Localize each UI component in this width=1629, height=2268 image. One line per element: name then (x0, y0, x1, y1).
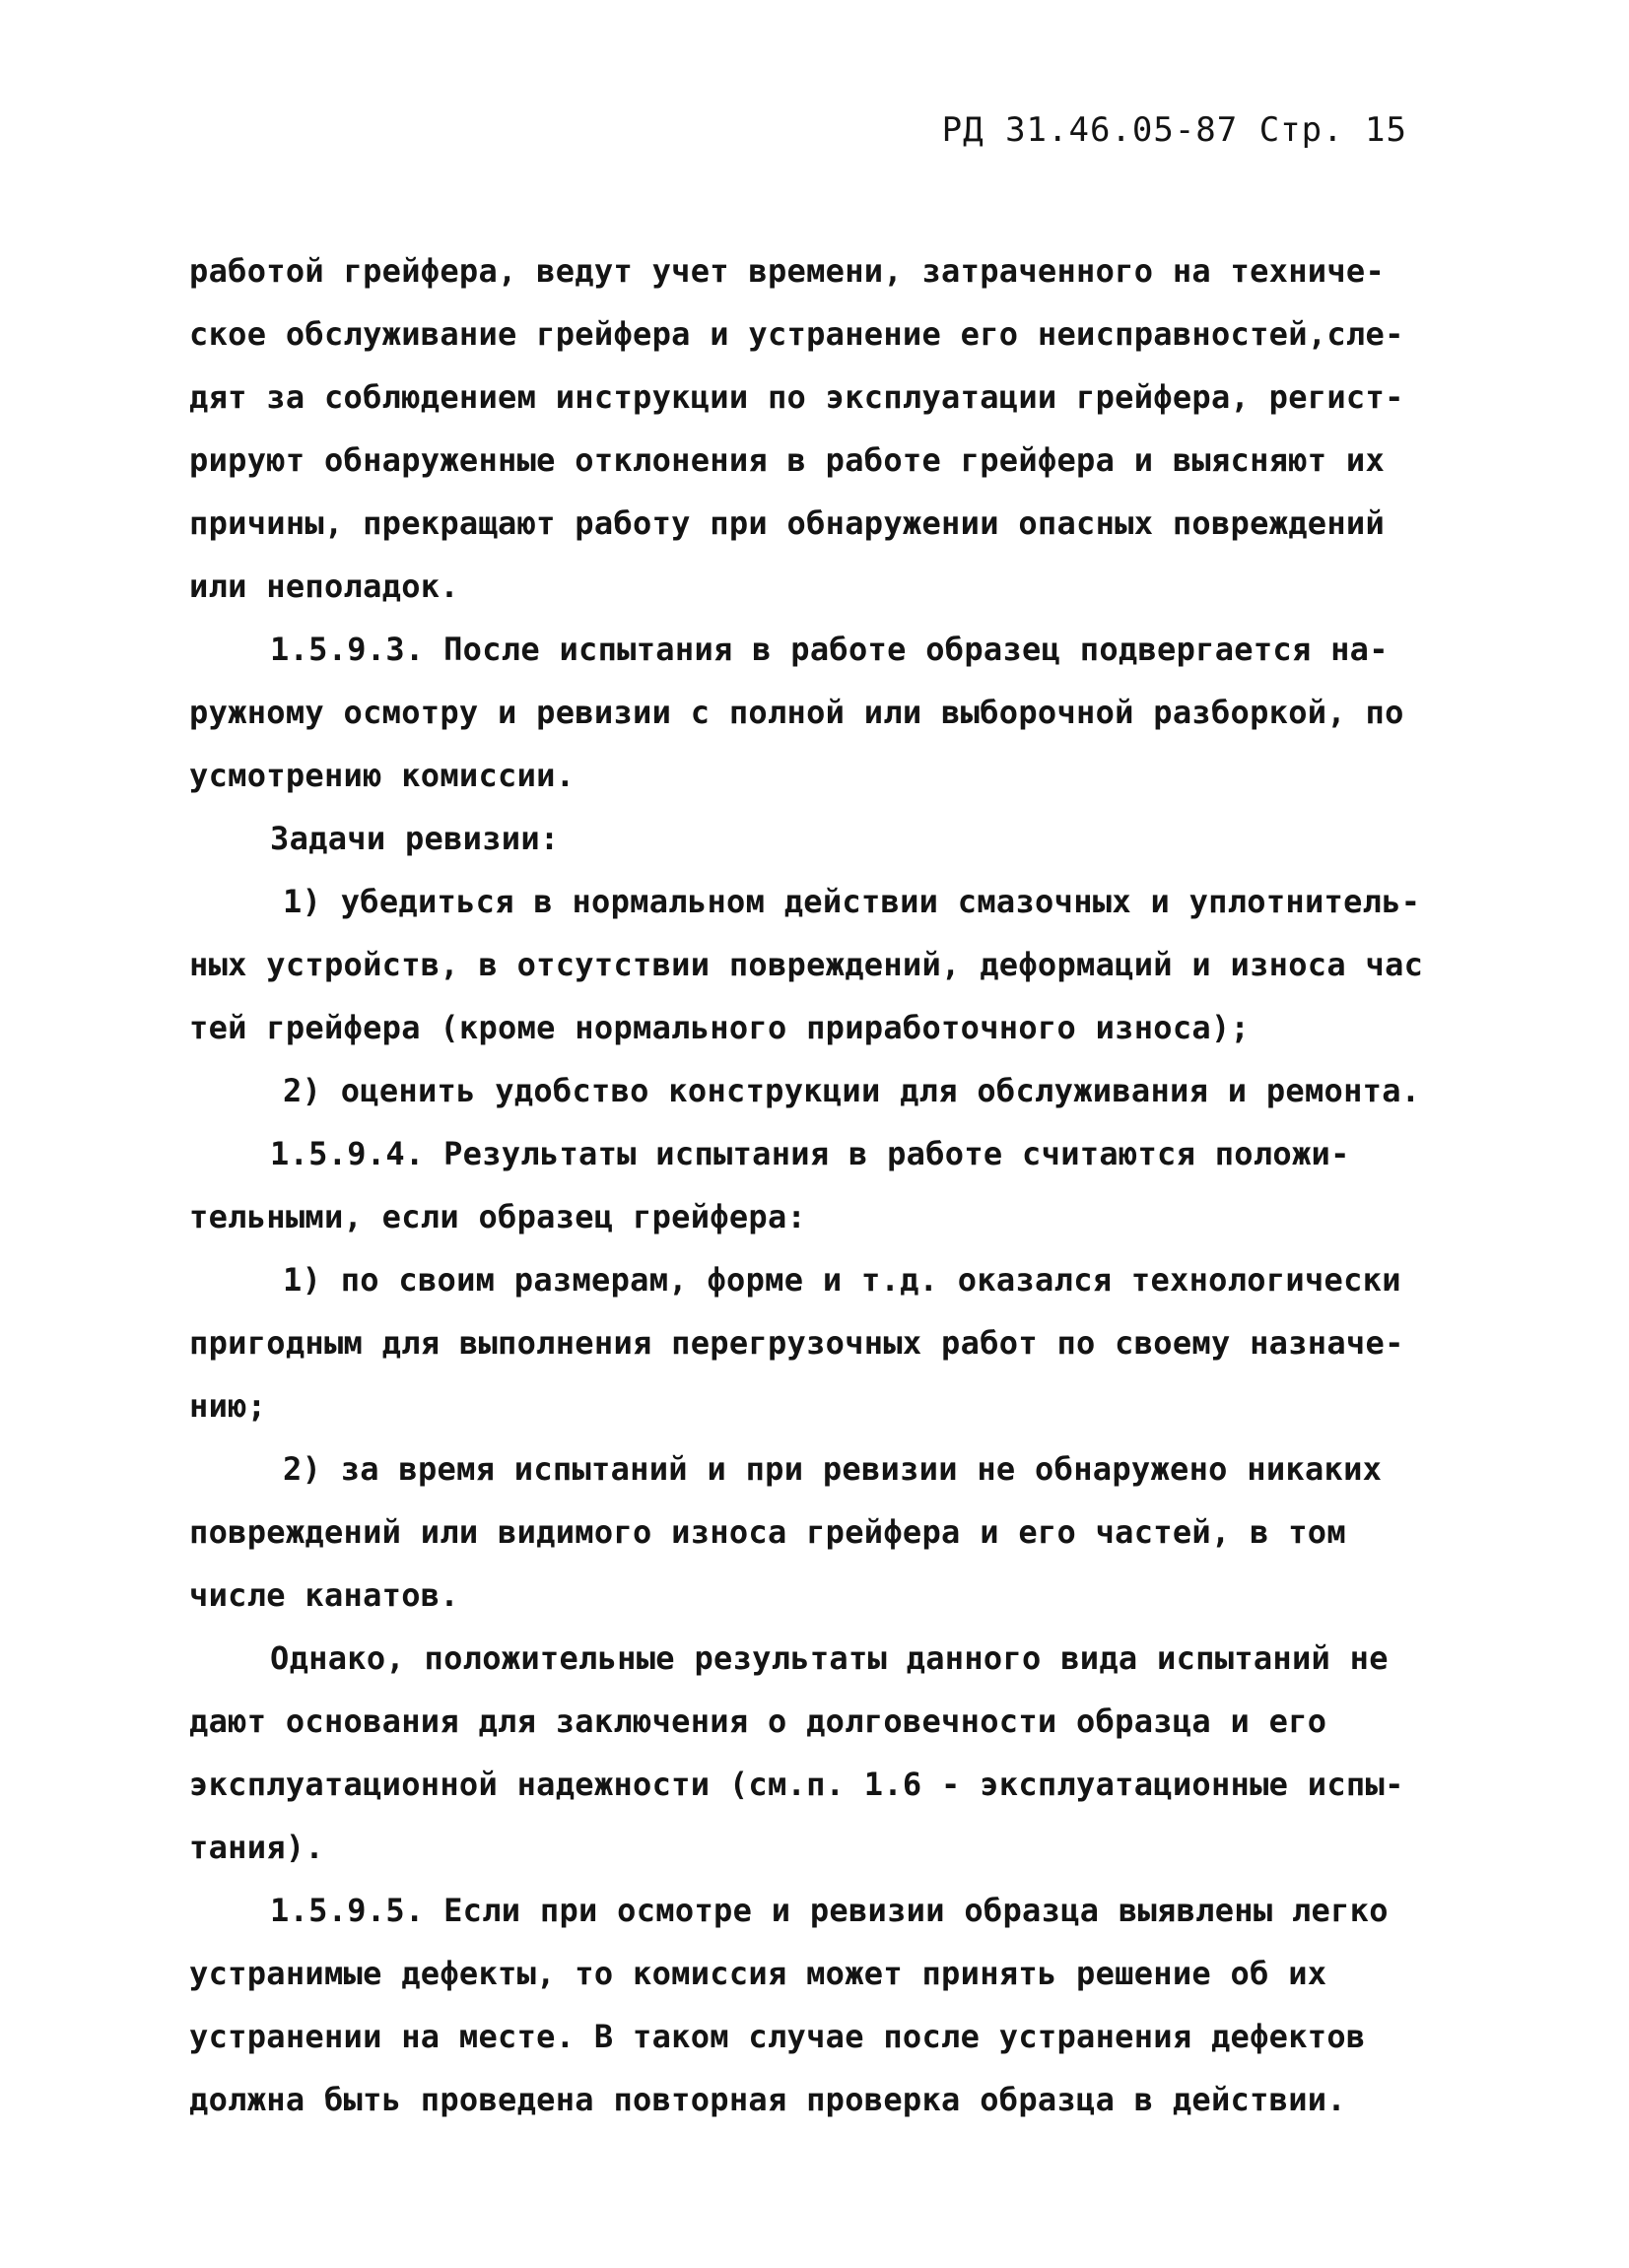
text-line: или неполадок. (189, 567, 459, 605)
text-line: устранении на месте. В таком случае после устранения дефектов (189, 2018, 1366, 2055)
paragraph-revision-task-1 (189, 870, 1441, 1059)
text-line: тания). (189, 1829, 324, 1866)
text-line: тельными, если образец грейфера: (189, 1198, 807, 1235)
paragraph-1-5-9-3 (189, 618, 1441, 807)
text-line: 1.5.9.3. После испытания в работе образец подвергается на- (270, 631, 1389, 668)
paragraph-operation-records (189, 239, 1441, 618)
text-line: рируют обнаруженные отклонения в работе грейфера и выясняют их (189, 441, 1386, 479)
text-line: 2) оценить удобство конструкции для обслуживания и ремонта. (283, 1072, 1421, 1109)
document-body (189, 239, 1441, 2131)
text-line: нию; (189, 1387, 267, 1425)
text-line: эксплуатационной надежности (см.п. 1.6 - эксплуатационные испы- (189, 1766, 1404, 1803)
paragraph-result-condition-2 (189, 1437, 1441, 1627)
paragraph-1-5-9-4 (189, 1122, 1441, 1248)
text-line: Задачи ревизии: (270, 820, 560, 857)
text-line: дят за соблюдением инструкции по эксплуатации грейфера, регист- (189, 378, 1404, 416)
text-line: ных устройств, в отсутствии повреждений, деформаций и износа час (189, 946, 1424, 983)
text-line: устранимые дефекты, то комиссия может принять решение об их (189, 1955, 1327, 1992)
text-line: тей грейфера (кроме нормального приработочного износа); (189, 1009, 1251, 1046)
text-line: ское обслуживание грейфера и устранение его неисправностей,сле- (189, 315, 1404, 353)
text-line: причины, прекращают работу при обнаружении опасных повреждений (189, 504, 1386, 542)
page-header: РД 31.46.05-87 Стр. 15 (941, 110, 1407, 150)
text-line: 1) убедиться в нормальном действии смазочных и уплотнитель- (283, 883, 1421, 920)
text-line: дают основания для заключения о долговечности образца и его (189, 1702, 1327, 1740)
paragraph-revision-tasks-heading (189, 807, 1441, 870)
paragraph-revision-task-2 (189, 1059, 1441, 1122)
text-line: 2) за время испытаний и при ревизии не обнаружено никаких (283, 1450, 1383, 1488)
text-line: Однако, положительные результаты данного вида испытаний не (270, 1639, 1389, 1677)
text-line: 1.5.9.4. Результаты испытания в работе считаются положи- (270, 1135, 1350, 1172)
paragraph-result-condition-1 (189, 1248, 1441, 1437)
text-line: работой грейфера, ведут учет времени, затраченного на техниче- (189, 252, 1386, 290)
text-line: 1) по своим размерам, форме и т.д. оказался технологически (283, 1261, 1401, 1299)
text-line: повреждений или видимого износа грейфера и его частей, в том (189, 1513, 1346, 1551)
paragraph-1-5-9-5 (189, 1879, 1441, 2131)
text-line: должна быть проведена повторная проверка образца в действии. (189, 2081, 1346, 2118)
text-line: ружному осмотру и ревизии с полной или выборочной разборкой, по (189, 694, 1404, 731)
text-line: 1.5.9.5. Если при осмотре и ревизии образца выявлены легко (270, 1892, 1389, 1929)
text-line: числе канатов. (189, 1576, 459, 1614)
text-line: пригодным для выполнения перегрузочных работ по своему назначе- (189, 1324, 1404, 1362)
text-line: усмотрению комиссии. (189, 757, 576, 794)
paragraph-however (189, 1627, 1441, 1879)
